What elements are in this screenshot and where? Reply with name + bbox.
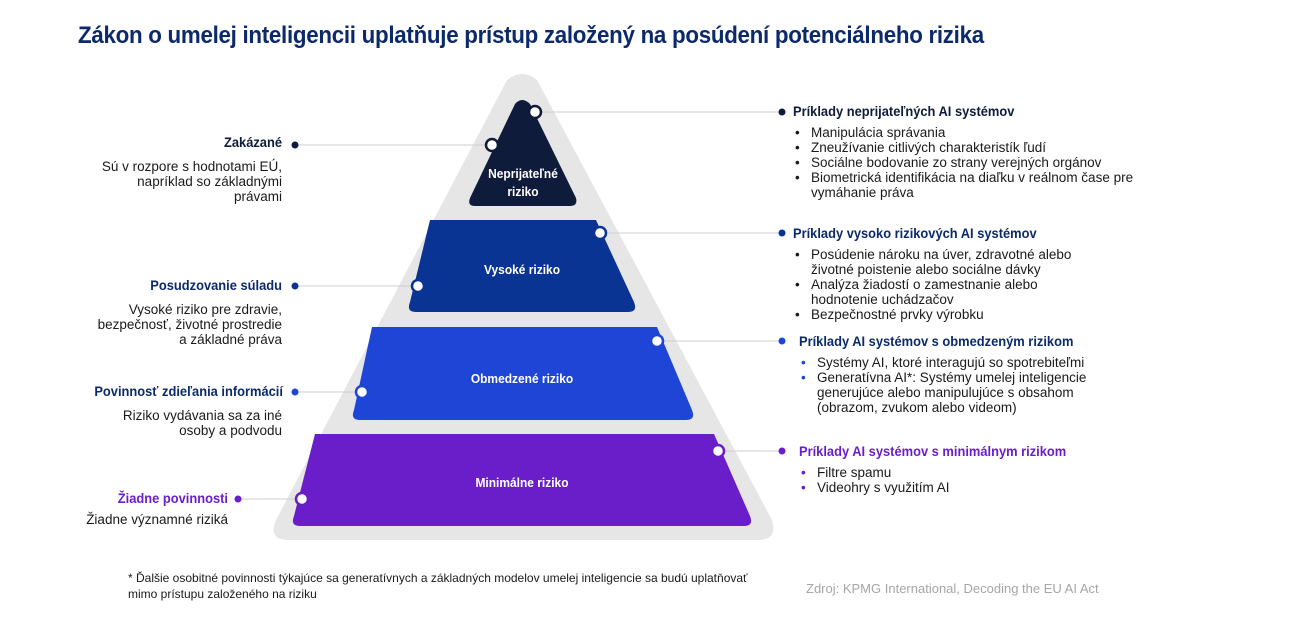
examples-list — [799, 465, 1129, 495]
footnote: * Ďalšie osobitné povinnosti týkajúce sa generatívnych a základných modelov umelej inteligencie sa budú uplatňovať mimo prístupu založeného na riziku — [128, 571, 748, 601]
source-credit: Zdroj: KPMG International, Decoding the EU AI Act — [806, 581, 1099, 596]
list-item: • Videohry s využitím AI — [799, 480, 1129, 495]
right-block-high — [793, 224, 1113, 322]
left-block-high — [92, 276, 282, 347]
left-block-minimal — [50, 489, 228, 527]
left-description: Žiadne významné riziká — [86, 512, 228, 527]
examples-list — [793, 247, 1113, 322]
ring-limited-left — [356, 386, 368, 398]
tier-label-minimal: Minimálne riziko — [475, 475, 569, 490]
dot-right-unacceptable — [779, 109, 786, 116]
left-block-limited — [78, 382, 282, 438]
examples-list — [793, 125, 1153, 200]
dot-left-minimal — [235, 496, 242, 503]
dot-left-unacceptable — [292, 142, 299, 149]
left-heading: Zakázané — [223, 134, 282, 150]
list-item: • Posúdenie nároku na úver, zdravotné alebo životné poistenie alebo sociálne dávky — [793, 247, 1111, 277]
left-description: Riziko vydávania sa za iné osoby a podvodu — [122, 408, 282, 438]
ring-high-right — [594, 227, 606, 239]
dot-right-high — [779, 230, 786, 237]
ring-minimal-right — [712, 445, 724, 457]
list-item: • Bezpečnostné prvky výrobku — [793, 307, 1113, 322]
right-block-limited — [799, 332, 1129, 415]
left-block-unacceptable — [100, 133, 282, 204]
ring-high-left — [412, 280, 424, 292]
list-item: • Generatívna AI*: Systémy umelej inteligencie generujúce alebo manipulujúce s obsahom (obrazom, zvukom alebo videom) — [799, 370, 1122, 415]
right-heading: Príklady AI systémov s minimálnym rizikom — [799, 443, 1067, 459]
list-item: • Sociálne bodovanie zo strany verejných orgánov — [793, 155, 1153, 170]
tier-label-limited: Obmedzené riziko — [470, 371, 574, 386]
page-title: Zákon o umelej inteligencii uplatňuje prístup založený na posúdení potenciálneho rizika — [78, 22, 984, 49]
list-item: • Biometrická identifikácia na diaľku v reálnom čase pre vymáhanie práva — [793, 170, 1141, 200]
right-block-minimal — [799, 442, 1129, 495]
left-description: Sú v rozpore s hodnotami EÚ, napríklad so základnými právami — [101, 159, 282, 204]
ring-limited-right — [651, 335, 663, 347]
right-block-unacceptable — [793, 102, 1153, 200]
dot-left-limited — [292, 389, 299, 396]
left-description: Vysoké riziko pre zdravie, bezpečnosť, životné prostredie a základné práva — [97, 302, 282, 347]
tier-label-high: Vysoké riziko — [483, 262, 561, 277]
list-item: • Analýza žiadostí o zamestnanie alebo hodnotenie uchádzačov — [793, 277, 1071, 307]
examples-list — [799, 355, 1129, 415]
right-heading: Príklady AI systémov s obmedzeným rizikom — [799, 333, 1074, 349]
list-item: • Filtre spamu — [799, 465, 1129, 480]
ring-unacceptable-right — [529, 106, 541, 118]
left-heading: Povinnosť zdieľania informácií — [94, 383, 283, 399]
list-item: • Zneužívanie citlivých charakteristík ľudí — [793, 140, 1153, 155]
list-item: • Systémy AI, ktoré interagujú so spotrebiteľmi — [799, 355, 1129, 370]
left-heading: Posudzovanie súladu — [150, 277, 282, 293]
dot-right-minimal — [779, 448, 786, 455]
right-heading: Príklady neprijateľných AI systémov — [793, 103, 1015, 119]
ring-minimal-left — [296, 493, 308, 505]
ring-unacceptable-left — [486, 139, 498, 151]
tier-label-unacceptable: Neprijateľné riziko — [488, 166, 558, 199]
list-item: • Manipulácia správania — [793, 125, 1153, 140]
dot-left-high — [292, 283, 299, 290]
right-heading: Príklady vysoko rizikových AI systémov — [793, 225, 1037, 241]
dot-right-limited — [779, 338, 786, 345]
left-heading: Žiadne povinnosti — [117, 490, 228, 506]
